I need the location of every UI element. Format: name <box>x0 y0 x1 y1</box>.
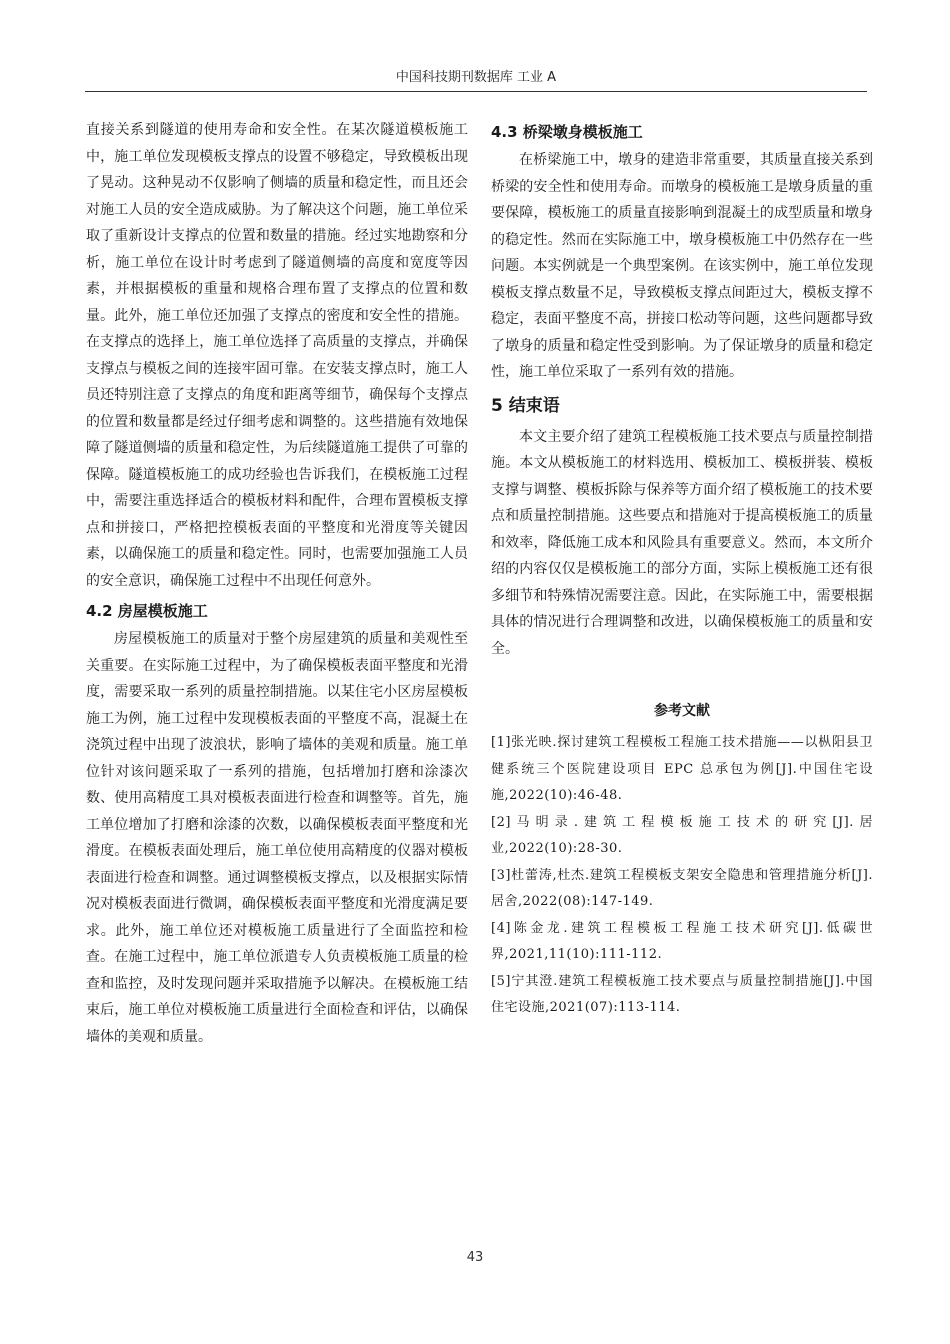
reference-item: [1]张光映.探讨建筑工程模板工程施工技术措施——以枞阳县卫健系统三个医院建设项目 EPC 总承包为例[J].中国住宅设施,2022(10):46-48. <box>491 735 873 803</box>
section-4-3-heading: 4.3 桥梁墩身模板施工 <box>491 123 643 141</box>
reference-item: [4]陈金龙.建筑工程模板工程施工技术研究[J].低碳世界,2021,11(10):111-112. <box>491 920 873 962</box>
paragraph-housing-formwork: 房屋模板施工的质量对于整个房屋建筑的质量和美观性至关重要。在实际施工过程中，为了确保模板表面平整度和光滑度，需要采取一系列的质量控制措施。以某住宅小区房屋模板施工为例，施工过程中发现模板表面的平整度不高，混凝土在浇筑过程中出现了波浪状，影响了墙体的美观和质量。施工单位针对该问题采取了一系列的措施，包括增加打磨和涂漆次数、使用高精度工具对模板表面进行检查和调整等。首先，施工单位增加了打磨和涂漆的次数，以确保模板表面平整度和光滑度。在模板表面处理后，施工单位使用高精度的仪器对模板表面进行检查和调整。通过调整模板支撑点，以及根据实际情况对模板表面进行微调，确保模板表面平整度和光滑度满足要求。此外，施工单位还对模板施工质量进行了全面监控和检查。在施工过程中，施工单位派遣专人负责模板施工质量的检查和监控，及时发现问题并采取措施予以解决。在模板施工结束后，施工单位对模板施工质量进行全面检查和评估，以确保墙体的美观和质量。 <box>86 631 468 1045</box>
reference-item: [5]宁其澄.建筑工程模板施工技术要点与质量控制措施[J].中国住宅设施,2021(07):113-114. <box>491 973 873 1015</box>
references-heading: 参考文献 <box>654 703 710 719</box>
section-4-2-heading: 4.2 房屋模板施工 <box>86 602 208 620</box>
running-header: 中国科技期刊数据库 工业 A <box>395 70 557 85</box>
header-divider <box>85 91 867 92</box>
page-number: 43 <box>466 1250 484 1265</box>
right-column <box>491 117 873 1022</box>
references-list <box>491 730 873 1022</box>
paragraph-conclusion: 本文主要介绍了建筑工程模板施工技术要点与质量控制措施。本文从模板施工的材料选用、模板加工、模板拼装、模板支撑与调整、模板拆除与保养等方面介绍了模板施工的技术要点和质量控制措施。这些要点和措施对于提高模板施工的质量和效率，降低施工成本和风险具有重要意义。然而，本文所介绍的内容仅仅是模板施工的部分方面，实际上模板施工还有很多细节和特殊情况需要注意。因此，在实际施工中，需要根据具体的情况进行合理调整和改进，以确保模板施工的质量和安全。 <box>491 428 873 657</box>
reference-item: [3]杜蕾涛,杜杰.建筑工程模板支架安全隐患和管理措施分析[J].居舍,2022(08):147-149. <box>491 867 873 909</box>
reference-item: [2]马明录.建筑工程模板施工技术的研究[J].居业,2022(10):28-30. <box>491 814 873 856</box>
paragraph-tunnel-case: 直接关系到隧道的使用寿命和安全性。在某次隧道模板施工中，施工单位发现模板支撑点的设置不够稳定，导致模板出现了晃动。这种晃动不仅影响了侧墙的质量和稳定性，而且还会对施工人员的安全造成威胁。为了解决这个问题，施工单位采取了重新设计支撑点的位置和数量的措施。经过实地勘察和分析，施工单位在设计时考虑到了隧道侧墙的高度和宽度等因素，并根据模板的重量和规格合理布置了支撑点的位置和数量。此外，施工单位还加强了支撑点的密度和安全性的措施。在支撑点的选择上，施工单位选择了高质量的支撑点，并确保支撑点与模板之间的连接牢固可靠。在安装支撑点时，施工人员还特别注意了支撑点的角度和距离等细节，确保每个支撑点的位置和数量都是经过仔细考虑和调整的。这些措施有效地保障了隧道侧墙的质量和稳定性，为后续隧道施工提供了可靠的保障。隧道模板施工的成功经验也告诉我们，在模板施工过程中，需要注重选择适合的模板材料和配件，合理布置模板支撑点和拼接口，严格把控模板表面的平整度和光滑度等关键因素，以确保施工的质量和稳定性。同时，也需要加强施工人员的安全意识，确保施工过程中不出现任何意外。 <box>86 122 468 589</box>
left-column <box>86 117 468 1050</box>
section-5-heading: 5 结束语 <box>491 395 560 416</box>
paragraph-bridge-pier: 在桥梁施工中，墩身的建造非常重要，其质量直接关系到桥梁的安全性和使用寿命。而墩身的模板施工是墩身质量的重要保障，模板施工的质量直接影响到混凝土的成型质量和墩身的稳定性。然而在实际施工中，墩身模板施工中仍然存在一些问题。本实例就是一个典型案例。在该实例中，施工单位发现模板支撑点数量不足，导致模板支撑点间距过大，模板支撑不稳定，表面平整度不高，拼接口松动等问题，这些问题都导致了墩身的质量和稳定性受到影响。为了保证墩身的质量和稳定性，施工单位采取了一系列有效的措施。 <box>491 152 873 380</box>
